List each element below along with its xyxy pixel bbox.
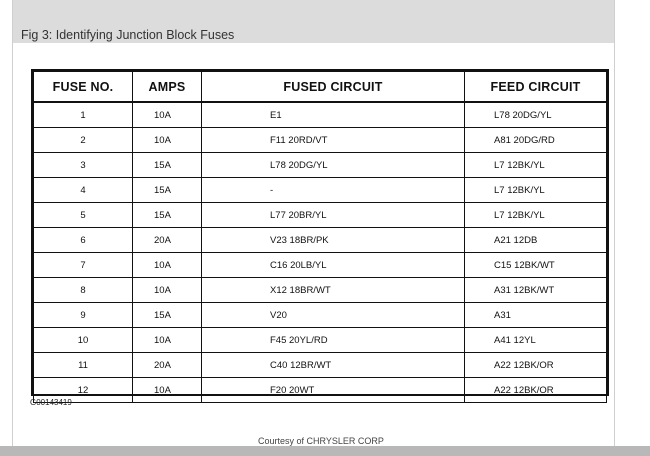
table-row	[34, 153, 607, 178]
feed-circuit-cell: A21 12DB	[465, 228, 607, 253]
fuse-table-box	[31, 69, 609, 396]
fuse-no-cell: 12	[34, 378, 133, 403]
amps-cell: 20A	[133, 228, 202, 253]
feed-circuit-cell: A31	[465, 303, 607, 328]
amps-cell: 10A	[133, 253, 202, 278]
fuse-no-cell: 8	[34, 278, 133, 303]
table-row	[34, 353, 607, 378]
fused-circuit-cell: V23 18BR/PK	[202, 228, 465, 253]
amps-cell: 15A	[133, 203, 202, 228]
amps-cell: 10A	[133, 328, 202, 353]
fused-circuit-cell: L78 20DG/YL	[202, 153, 465, 178]
amps-cell: 20A	[133, 353, 202, 378]
header-feed-circuit: FEED CIRCUIT	[465, 72, 607, 103]
feed-circuit-cell: L7 12BK/YL	[465, 178, 607, 203]
feed-circuit-cell: L7 12BK/YL	[465, 203, 607, 228]
table-row	[34, 102, 607, 128]
table-row	[34, 278, 607, 303]
bottom-strip	[0, 446, 650, 456]
courtesy-credit: Courtesy of CHRYSLER CORP	[258, 436, 384, 446]
header-fuse-no: FUSE NO.	[34, 72, 133, 103]
feed-circuit-cell: L7 12BK/YL	[465, 153, 607, 178]
fused-circuit-cell: F11 20RD/VT	[202, 128, 465, 153]
amps-cell: 10A	[133, 128, 202, 153]
fused-circuit-cell: X12 18BR/WT	[202, 278, 465, 303]
fuse-no-cell: 1	[34, 102, 133, 128]
feed-circuit-cell: A31 12BK/WT	[465, 278, 607, 303]
fused-circuit-cell: V20	[202, 303, 465, 328]
fused-circuit-cell: C40 12BR/WT	[202, 353, 465, 378]
page-margin	[614, 0, 650, 446]
fuse-table-body	[34, 102, 607, 403]
table-row	[34, 378, 607, 403]
feed-circuit-cell: C15 12BK/WT	[465, 253, 607, 278]
header-fused-circuit: FUSED CIRCUIT	[202, 72, 465, 103]
amps-cell: 10A	[133, 102, 202, 128]
fuse-no-cell: 11	[34, 353, 133, 378]
table-row	[34, 228, 607, 253]
table-row	[34, 178, 607, 203]
figure-title: Fig 3: Identifying Junction Block Fuses	[21, 28, 235, 42]
amps-cell: 15A	[133, 178, 202, 203]
table-row	[34, 128, 607, 153]
fuse-no-cell: 2	[34, 128, 133, 153]
amps-cell: 15A	[133, 303, 202, 328]
fused-circuit-cell: F20 20WT	[202, 378, 465, 403]
fused-circuit-cell: -	[202, 178, 465, 203]
fuse-no-cell: 9	[34, 303, 133, 328]
fused-circuit-cell: E1	[202, 102, 465, 128]
fuse-no-cell: 3	[34, 153, 133, 178]
image-code: G00143419	[30, 398, 72, 407]
table-row	[34, 328, 607, 353]
header-amps: AMPS	[133, 72, 202, 103]
feed-circuit-cell: L78 20DG/YL	[465, 102, 607, 128]
feed-circuit-cell: A81 20DG/RD	[465, 128, 607, 153]
feed-circuit-cell: A41 12YL	[465, 328, 607, 353]
fused-circuit-cell: L77 20BR/YL	[202, 203, 465, 228]
fused-circuit-cell: C16 20LB/YL	[202, 253, 465, 278]
fuse-table	[33, 71, 607, 403]
table-row	[34, 253, 607, 278]
amps-cell: 10A	[133, 278, 202, 303]
table-header-row	[34, 72, 607, 103]
table-row	[34, 203, 607, 228]
amps-cell: 15A	[133, 153, 202, 178]
feed-circuit-cell: A22 12BK/OR	[465, 353, 607, 378]
fuse-no-cell: 10	[34, 328, 133, 353]
fuse-no-cell: 6	[34, 228, 133, 253]
amps-cell: 10A	[133, 378, 202, 403]
table-row	[34, 303, 607, 328]
fuse-no-cell: 5	[34, 203, 133, 228]
figure-header	[13, 0, 614, 43]
feed-circuit-cell: A22 12BK/OR	[465, 378, 607, 403]
fuse-no-cell: 7	[34, 253, 133, 278]
fuse-no-cell: 4	[34, 178, 133, 203]
figure-frame	[12, 0, 615, 446]
fused-circuit-cell: F45 20YL/RD	[202, 328, 465, 353]
